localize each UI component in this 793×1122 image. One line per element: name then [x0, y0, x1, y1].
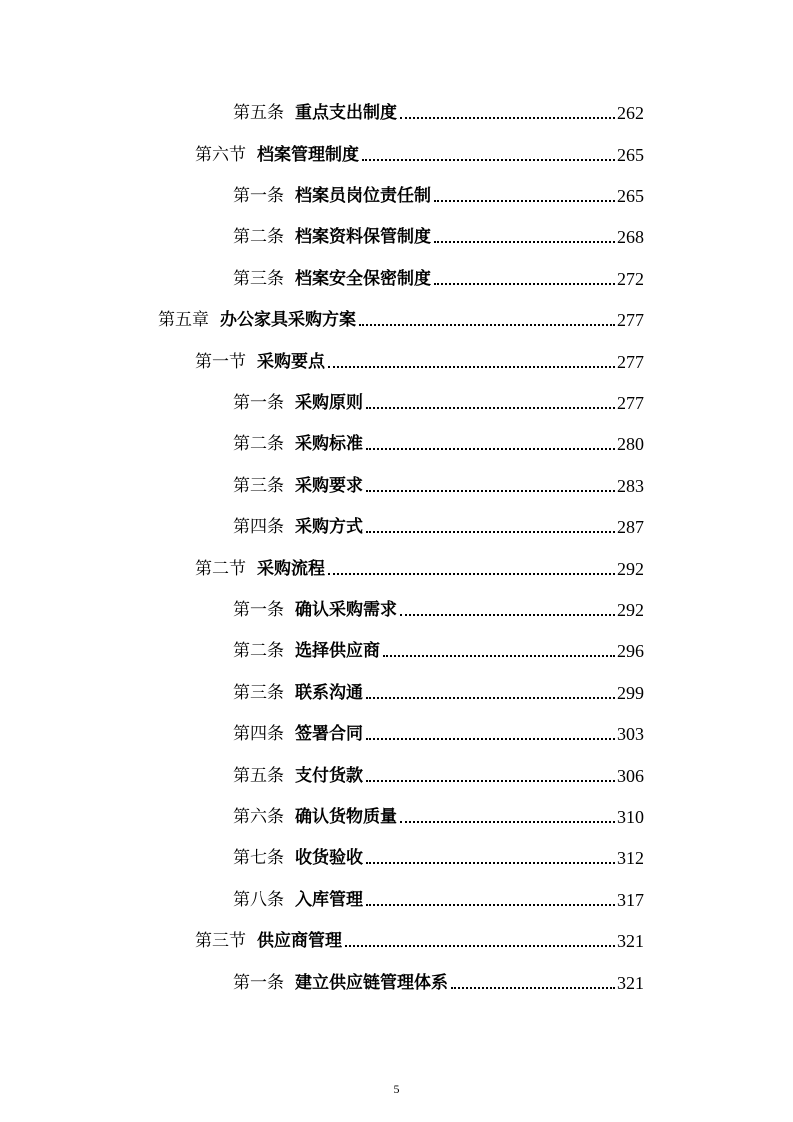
- toc-entry-page: 265: [617, 186, 644, 206]
- dot-leader: [434, 200, 615, 202]
- dot-leader: [328, 573, 615, 575]
- toc-entry-title: 档案员岗位责任制: [295, 186, 431, 206]
- toc-entry-number: 第一条: [233, 600, 284, 620]
- toc-entry[interactable]: [233, 512, 644, 538]
- toc-entry-number: 第四条: [233, 517, 284, 537]
- toc-entry[interactable]: [233, 222, 644, 248]
- toc-entry-page: 310: [617, 807, 644, 827]
- toc-entry-page: 277: [617, 352, 644, 372]
- dot-leader: [383, 655, 615, 657]
- toc-entry-page: 292: [617, 600, 644, 620]
- dot-leader: [366, 904, 615, 906]
- dot-leader: [366, 407, 615, 409]
- toc-entry-title: 入库管理: [295, 890, 363, 910]
- toc-entry-page: 283: [617, 476, 644, 496]
- dot-leader: [345, 945, 615, 947]
- toc-entry-number: 第二条: [233, 434, 284, 454]
- toc-entry[interactable]: [195, 926, 644, 952]
- toc-entry-title: 支付货款: [295, 766, 363, 786]
- toc-entry-number: 第四条: [233, 724, 284, 744]
- toc-entry-title: 确认货物质量: [295, 807, 397, 827]
- toc-entry-page: 321: [617, 973, 644, 993]
- toc-entry-number: 第一节: [195, 352, 246, 372]
- dot-leader: [400, 117, 615, 119]
- toc-entry-title: 采购要求: [295, 476, 363, 496]
- toc-entry-title: 建立供应链管理体系: [295, 973, 448, 993]
- dot-leader: [366, 697, 615, 699]
- toc-entry-title: 采购方式: [295, 517, 363, 537]
- toc-entry-number: 第二条: [233, 641, 284, 661]
- toc-entry-title: 联系沟通: [295, 683, 363, 703]
- toc-entry-title: 采购标准: [295, 434, 363, 454]
- dot-leader: [359, 324, 615, 326]
- toc-entry-title: 档案安全保密制度: [295, 269, 431, 289]
- toc-entry[interactable]: [233, 98, 644, 124]
- toc-entry[interactable]: [233, 678, 644, 704]
- toc-entry-title: 签署合同: [295, 724, 363, 744]
- toc-entry-page: 303: [617, 724, 644, 744]
- page-number: 5: [393, 1082, 400, 1096]
- dot-leader: [366, 448, 615, 450]
- dot-leader: [362, 159, 615, 161]
- toc-entry-number: 第五章: [158, 310, 209, 330]
- toc-entry[interactable]: [195, 140, 644, 166]
- toc-entry-number: 第三条: [233, 476, 284, 496]
- toc-entry-title: 采购原则: [295, 393, 363, 413]
- toc-entry[interactable]: [233, 595, 644, 621]
- toc-entry-page: 317: [617, 890, 644, 910]
- toc-entry-number: 第二条: [233, 227, 284, 247]
- toc-entry-title: 档案管理制度: [257, 145, 359, 165]
- toc-entry-number: 第三条: [233, 269, 284, 289]
- toc-entry-title: 收货验收: [295, 848, 363, 868]
- dot-leader: [366, 862, 615, 864]
- toc-entry-page: 321: [617, 931, 644, 951]
- toc-entry-number: 第一条: [233, 973, 284, 993]
- toc-entry[interactable]: [233, 471, 644, 497]
- toc-entry[interactable]: [233, 181, 644, 207]
- toc-entry-number: 第六条: [233, 807, 284, 827]
- toc-entry-page: 280: [617, 434, 644, 454]
- toc-entry-page: 272: [617, 269, 644, 289]
- toc-entry-title: 办公家具采购方案: [220, 310, 356, 330]
- dot-leader: [434, 283, 615, 285]
- toc-entry-page: 292: [617, 559, 644, 579]
- toc-entry[interactable]: [233, 264, 644, 290]
- toc-entry-number: 第一条: [233, 186, 284, 206]
- toc-entry-page: 277: [617, 393, 644, 413]
- toc-entry-number: 第五条: [233, 103, 284, 123]
- toc-entry-title: 选择供应商: [295, 641, 380, 661]
- dot-leader: [366, 780, 615, 782]
- toc-entry-title: 采购流程: [257, 559, 325, 579]
- toc-entry-title: 采购要点: [257, 352, 325, 372]
- toc-entry[interactable]: [233, 719, 644, 745]
- dot-leader: [366, 738, 615, 740]
- toc-entry[interactable]: [233, 388, 644, 414]
- toc-entry[interactable]: [233, 968, 644, 994]
- dot-leader: [366, 490, 615, 492]
- dot-leader: [400, 821, 615, 823]
- toc-entry-number: 第八条: [233, 890, 284, 910]
- toc-entry[interactable]: [233, 885, 644, 911]
- toc-entry[interactable]: [233, 843, 644, 869]
- toc-entry-title: 供应商管理: [257, 931, 342, 951]
- toc-entry-page: 268: [617, 227, 644, 247]
- toc-entry-page: 265: [617, 145, 644, 165]
- toc-entry-page: 312: [617, 848, 644, 868]
- toc-entry-page: 296: [617, 641, 644, 661]
- toc-entry[interactable]: [195, 554, 644, 580]
- toc-entry-page: 262: [617, 103, 644, 123]
- toc-entry[interactable]: [233, 429, 644, 455]
- toc-entry[interactable]: [195, 347, 644, 373]
- toc-entry[interactable]: [233, 761, 644, 787]
- toc-entry-number: 第五条: [233, 766, 284, 786]
- toc-entry[interactable]: [158, 305, 644, 331]
- toc-entry-page: 287: [617, 517, 644, 537]
- dot-leader: [366, 531, 615, 533]
- toc-entry-number: 第六节: [195, 145, 246, 165]
- dot-leader: [451, 987, 615, 989]
- toc-entry-number: 第三节: [195, 931, 246, 951]
- toc-entry-number: 第一条: [233, 393, 284, 413]
- toc-entry-title: 档案资料保管制度: [295, 227, 431, 247]
- dot-leader: [400, 614, 615, 616]
- toc-entry[interactable]: [233, 636, 644, 662]
- toc-entry-title: 确认采购需求: [295, 600, 397, 620]
- toc-entry-number: 第三条: [233, 683, 284, 703]
- dot-leader: [434, 241, 615, 243]
- dot-leader: [328, 366, 615, 368]
- toc-entry-page: 277: [617, 310, 644, 330]
- toc-entry-title: 重点支出制度: [295, 103, 397, 123]
- toc-entry[interactable]: [233, 802, 644, 828]
- toc-entry-page: 299: [617, 683, 644, 703]
- toc-entry-number: 第二节: [195, 559, 246, 579]
- toc-entry-page: 306: [617, 766, 644, 786]
- toc-entry-number: 第七条: [233, 848, 284, 868]
